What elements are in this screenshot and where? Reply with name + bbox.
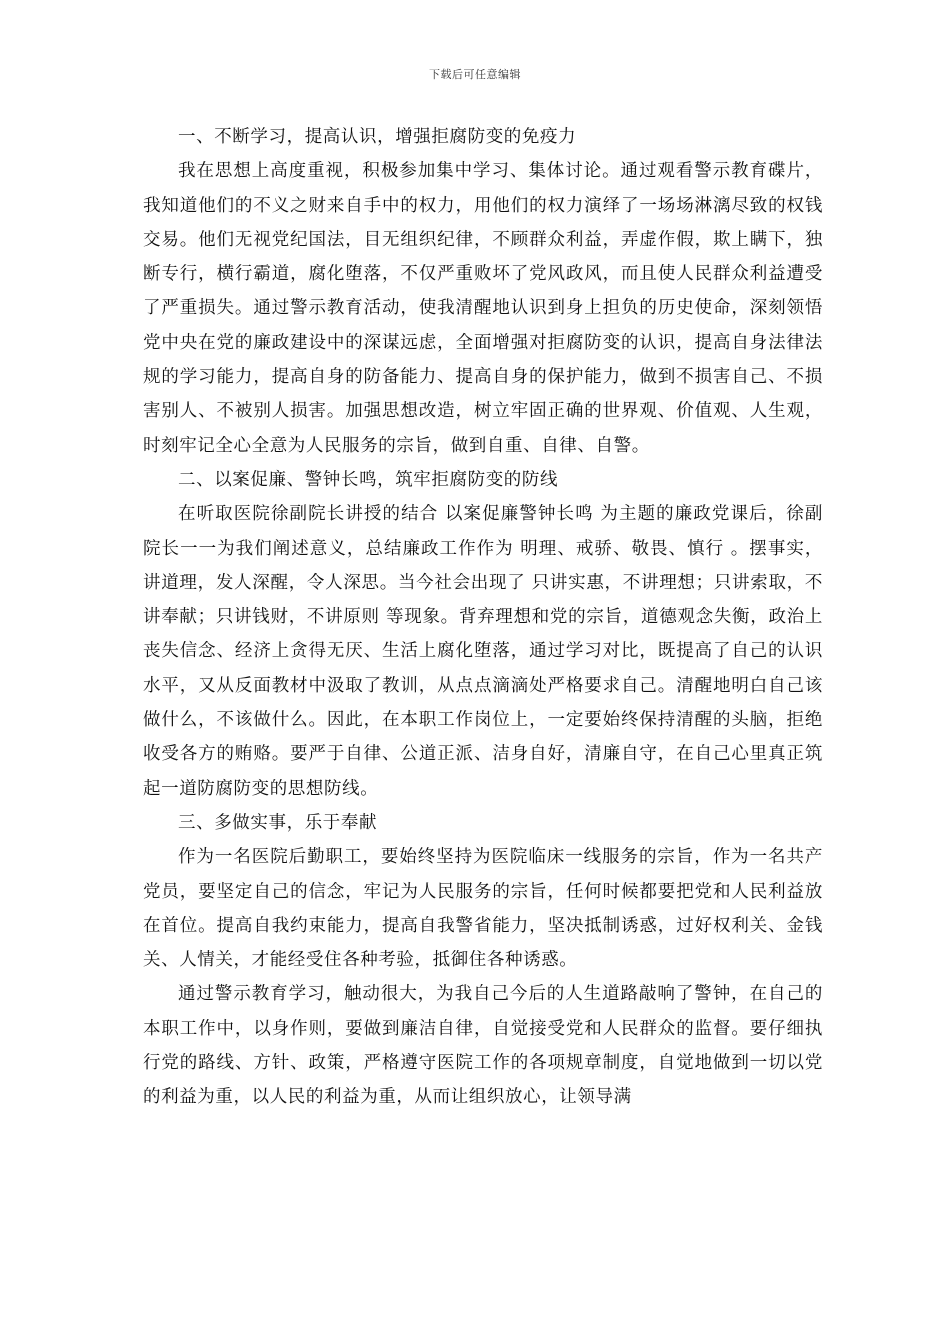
page-header: 下载后可任意编辑 bbox=[429, 68, 521, 81]
document-body bbox=[143, 120, 823, 1115]
section-heading-3: 三、多做实事，乐于奉献 bbox=[178, 812, 378, 833]
section-heading-1: 一、不断学习，提高认识，增强拒腐防变的免疫力 bbox=[178, 127, 577, 147]
section-2-paragraph-1: 在听取医院徐副院长讲授的结合 以案促廉警钟长鸣 为主题的廉政党课后，徐副院长一一为我们阐述意义，总结廉政工作作为 明理、戒骄、敬畏、慎行 。摆事实，讲道理，发人深醒，令人深思。当今社会出现了 只讲实惠，不讲理想；只讲索取，不讲奉献；只讲钱财，不讲原则 等现象。背弃理想和党的宗旨，道德观念失衡，政治上丧失信念、经济上贪得无厌、生活上腐化堕落，通过学习对比，既提高了自己的认识水平，又从反面教材中汲取了教训，从点点滴滴处严格要求自己。清醒地明白自己该做什么，不该做什么。因此，在本职工作岗位上，一定要始终保持清醒的头脑，拒绝收受各方的贿赂。要严于自律、公道正派、洁身自好，清廉自守，在自己心里真正筑起一道防腐防变的思想防线。 bbox=[143, 504, 823, 799]
section-3-paragraph-1: 作为一名医院后勤职工，要始终坚持为医院临床一线服务的宗旨，作为一名共产党员，要坚定自己的信念，牢记为人民服务的宗旨，任何时候都要把党和人民利益放在首位。提高自我约束能力，提高自我警省能力，坚决抵制诱惑，过好权利关、金钱关、人情关，才能经受住各种考验，抵御住各种诱惑。 bbox=[143, 847, 823, 971]
section-1-paragraph-1: 我在思想上高度重视，积极参加集中学习、集体讨论。通过观看警示教育碟片，我知道他们的不义之财来自手中的权力，用他们的权力演绎了一场场淋漓尽致的权钱交易。他们无视党纪国法，目无组织纪律，不顾群众利益，弄虚作假，欺上瞒下，独断专行，横行霸道，腐化堕落，不仅严重败坏了党风政风，而且使人民群众利益遭受了严重损失。通过警示教育活动，使我清醒地认识到身上担负的历史使命，深刻领悟党中央在党的廉政建设中的深谋远虑，全面增强对拒腐防变的认识，提高自身法律法规的学习能力，提高自身的防备能力、提高自身的保护能力，做到不损害自己、不损害别人、不被别人损害。加强思想改造，树立牢固正确的世界观、价值观、人生观，时刻牢记全心全意为人民服务的宗旨，做到自重、自律、自警。 bbox=[143, 161, 823, 456]
section-3-paragraph-2: 通过警示教育学习，触动很大，为我自己今后的人生道路敲响了警钟，在自己的本职工作中，以身作则，要做到廉洁自律，自觉接受党和人民群众的监督。要仔细执行党的路线、方针、政策，严格遵守医院工作的各项规章制度，自觉地做到一切以党的利益为重，以人民的利益为重，从而让组织放心，让领导满 bbox=[143, 984, 823, 1108]
section-heading-2: 二、以案促廉、警钟长鸣，筑牢拒腐防变的防线 bbox=[178, 469, 559, 490]
